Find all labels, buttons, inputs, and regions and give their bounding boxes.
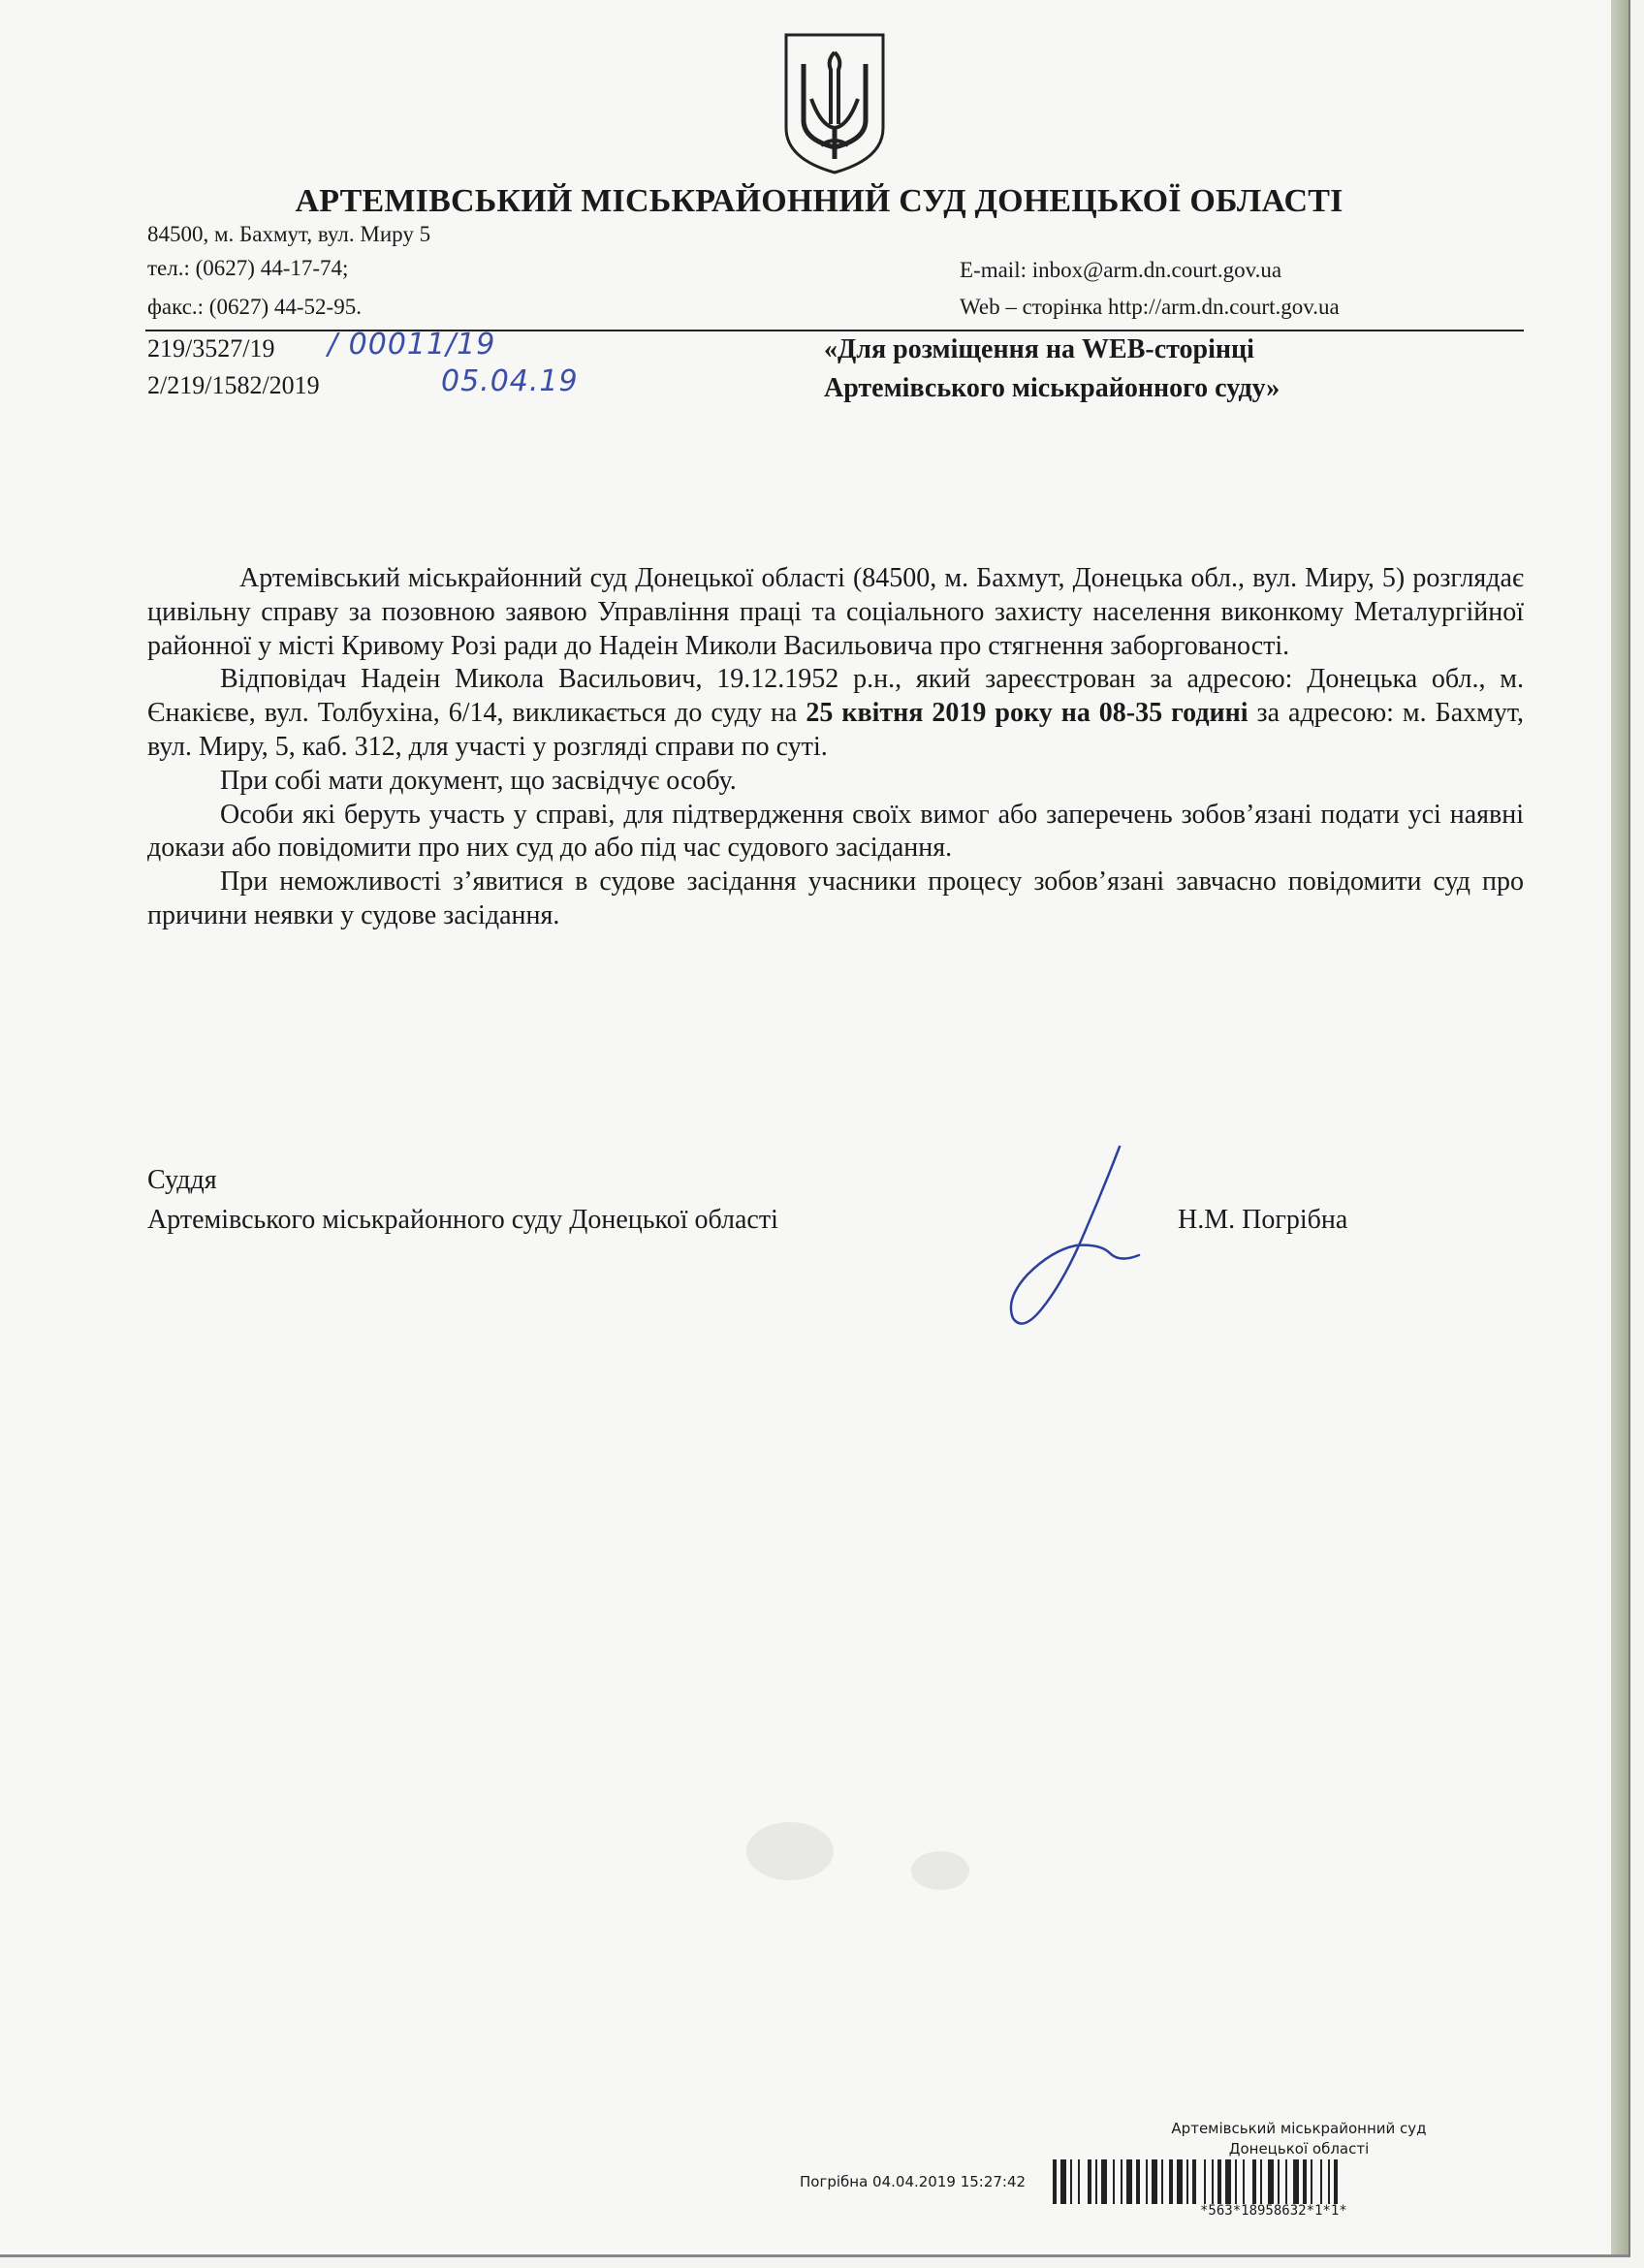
- court-name-title: АРТЕМІВСЬКИЙ МІСЬКРАЙОННИЙ СУД ДОНЕЦЬКОЇ ОБЛАСТІ: [295, 183, 1344, 219]
- scan-edge: [1611, 0, 1628, 2254]
- court-phone: тел.: (0627) 44-17-74;: [147, 256, 349, 280]
- barcode-number: *563*18958632*1*1*: [1200, 2203, 1347, 2219]
- signature-court: Артемівського міськрайонного суду Донецької області: [147, 1205, 778, 1235]
- handwritten-signature: [984, 1139, 1149, 1342]
- court-address: 84500, м. Бахмут, вул. Миру 5: [147, 222, 431, 246]
- court-web: Web – сторінка http://arm.dn.court.gov.ua: [960, 295, 1340, 319]
- handwritten-date: 05.04.19: [441, 364, 579, 398]
- scan-smudge: [746, 1822, 834, 1880]
- placement-note-line1: «Для розміщення на WEB-сторінці: [824, 334, 1254, 364]
- placement-note-line2: Артемівського міськрайонного суду»: [824, 373, 1280, 403]
- registration-barcode: [1053, 2159, 1526, 2204]
- coat-of-arms-icon: [782, 31, 887, 176]
- court-fax: факс.: (0627) 44-52-95.: [147, 295, 362, 319]
- hearing-date-time: 25 квітня 2019 року на 08-35 годині: [806, 698, 1249, 729]
- paragraph-identity: При собі мати документ, що засвідчує особу.: [220, 765, 737, 796]
- signature-title: Суддя: [147, 1165, 217, 1195]
- registration-stamp-user-time: Погрібна 04.04.2019 15:27:42: [800, 2173, 1027, 2190]
- paragraph-evidence: Особи які беруть участь у справі, для підтвердження своїх вимог або заперечень зобов’язані подати усі наявні докази або повідомити про них суд до або під час судового засідання.: [147, 799, 1524, 864]
- case-reference-2: 2/219/1582/2019: [147, 371, 320, 399]
- paragraph-case: Артемівський міськрайонний суд Донецької області (84500, м. Бахмут, Донецька обл., вул. Миру, 5) розглядає цивільну справу за позовною заявою Управління праці та соціального захисту населення виконкому Металургійної районної у місті Кривому Розі ради до Надеін Миколи Васильовича про стягнення заборгованості.: [147, 563, 1524, 661]
- scan-smudge: [911, 1851, 969, 1890]
- court-email: E-mail: inbox@arm.dn.court.gov.ua: [960, 258, 1282, 282]
- case-reference-1: 219/3527/19: [147, 334, 275, 362]
- paragraph-summons: Відповідач Надеін Микола Васильович, 19.12.1952 р.н., який зареєстрован за адресою: Донецька обл., м. Єнакієве, вул. Толбухіна, 6/14, викликається до суду на 25 квітня 2019 року на 08-35 годині за адресою: м. Бахмут, вул. Миру, 5, каб. 312, для участі у розгляді справи по суті.: [147, 664, 1524, 762]
- paragraph-absence: При неможливості з’явитися в судове засідання учасники процесу зобов’язані завчасно повідомити суд про причини неявки у судове засідання.: [147, 866, 1524, 930]
- handwritten-outgoing-number: / 00011/19: [328, 328, 496, 362]
- judge-name: Н.М. Погрібна: [1178, 1205, 1348, 1235]
- registration-stamp-court: Артемівський міськрайонний суд Донецької області: [1171, 2120, 1427, 2158]
- notice-body: [147, 562, 1524, 933]
